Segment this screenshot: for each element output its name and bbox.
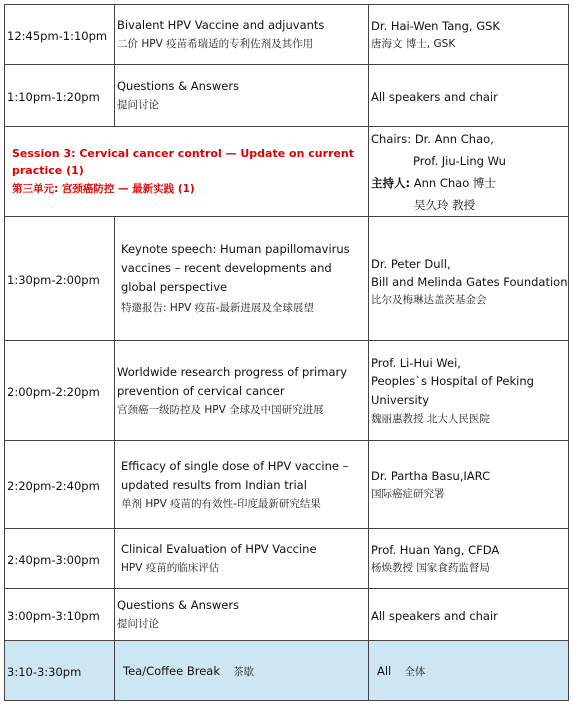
chair-2-zh: 吴久玲 教授 [414, 197, 476, 212]
session-title-zh: 第三单元: 宫颈癌防控 — 最新实践 (1) [12, 182, 195, 195]
table-row [5, 5, 569, 65]
topic-cell [115, 65, 369, 127]
speaker-cell [369, 589, 569, 641]
time-text: 1:30pm-2:00pm [7, 273, 100, 287]
topic-cell [115, 641, 369, 701]
table-row [5, 441, 569, 529]
speaker-en: Prof. Huan Yang, CFDA [371, 542, 500, 557]
speaker-en-1: Prof. Li-Hui Wei, [371, 355, 461, 370]
chair-1: Dr. Ann Chao, [414, 131, 494, 146]
session-row [5, 127, 569, 217]
speaker-zh: 比尔及梅琳达盖茨基金会 [371, 294, 487, 306]
speaker-en: All speakers and chair [371, 89, 498, 104]
speaker-en-2: Bill and Melinda Gates Foundation [371, 275, 568, 289]
speaker-zh: 全体 [404, 666, 426, 678]
topic-zh: 提问讨论 [117, 99, 159, 111]
time-text: 1:10pm-1:20pm [7, 90, 100, 104]
table-row [5, 217, 569, 341]
topic-cell [115, 529, 369, 589]
time-cell [5, 589, 115, 641]
speaker-zh: 魏丽惠教授 北大人民医院 [371, 412, 490, 425]
speaker-zh: 唐海文 博士, GSK [371, 37, 456, 50]
time-cell [5, 5, 115, 65]
topic-cell [115, 589, 369, 641]
speaker-zh: 杨焕教授 国家食药监督局 [371, 561, 490, 574]
time-cell [5, 441, 115, 529]
topic-en: Keynote speech: Human papillomavirus vaccines – recent developments and global perspective [121, 242, 350, 294]
time-cell [5, 217, 115, 341]
topic-cell [115, 217, 369, 341]
topic-en: Questions & Answers [117, 79, 240, 93]
time-cell [5, 341, 115, 441]
table-row [5, 65, 569, 127]
schedule-table [4, 4, 569, 701]
topic-cell [115, 341, 369, 441]
topic-en: Bivalent HPV Vaccine and adjuvants [117, 18, 325, 32]
chairs-cell [369, 127, 569, 217]
time-text: 2:00pm-2:20pm [7, 385, 100, 399]
topic-zh: 提问讨论 [117, 618, 159, 630]
topic-zh: 特邀报告: HPV 疫苗-最新进展及全球展望 [121, 302, 314, 314]
session-title-en: Session 3: Cervical cancer control — Update on current practice (1) [12, 146, 354, 177]
table-row [5, 589, 569, 641]
break-row [5, 641, 569, 701]
speaker-zh: 国际癌症研究署 [371, 487, 445, 500]
topic-zh: HPV 疫苗的临床评估 [121, 562, 220, 574]
topic-zh: 宫颈癌一级防控及 HPV 全球及中国研究进展 [117, 403, 324, 416]
time-cell [5, 529, 115, 589]
speaker-cell [369, 529, 569, 589]
time-text: 2:20pm-2:40pm [7, 479, 100, 493]
topic-en: Questions & Answers [117, 598, 240, 612]
speaker-cell [369, 5, 569, 65]
session-title-cell [5, 127, 369, 217]
speaker-en-2: Peoples`s Hospital of Peking University [371, 373, 534, 407]
time-text: 12:45pm-1:10pm [7, 29, 108, 43]
time-text: 3:00pm-3:10pm [7, 609, 100, 623]
time-text: 3:10-3:30pm [7, 665, 82, 679]
table-row [5, 529, 569, 589]
speaker-cell [369, 641, 569, 701]
topic-en: Tea/Coffee Break [123, 664, 221, 678]
topic-en: Efficacy of single dose of HPV vaccine – updated results from Indian trial [121, 458, 349, 492]
speaker-en-1: Dr. Peter Dull, [371, 257, 451, 271]
topic-en: Clinical Evaluation of HPV Vaccine [121, 542, 317, 556]
chair-2: Prof. Jiu-Ling Wu [413, 153, 506, 168]
speaker-cell [369, 341, 569, 441]
chairs-line-1 [371, 128, 566, 150]
time-text: 2:40pm-3:00pm [7, 553, 100, 567]
topic-zh: 茶歇 [233, 666, 255, 678]
topic-zh: 单剂 HPV 疫苗的有效性-印度最新研究结果 [121, 497, 321, 510]
speaker-en: All speakers and chair [371, 608, 498, 623]
speaker-en: All [377, 664, 392, 678]
table-row [5, 341, 569, 441]
speaker-cell [369, 441, 569, 529]
topic-cell [115, 441, 369, 529]
speaker-en: Dr. Partha Basu,IARC [371, 468, 491, 483]
topic-cell [115, 5, 369, 65]
topic-en: Worldwide research progress of primary prevention of cervical cancer [117, 364, 348, 398]
speaker-en: Dr. Hai-Wen Tang, GSK [371, 18, 500, 33]
chair-1-zh: Ann Chao 博士 [413, 175, 496, 190]
chairs-label-zh: 主持人: [371, 175, 411, 190]
speaker-cell [369, 217, 569, 341]
speaker-cell [369, 65, 569, 127]
chairs-label: Chairs: [371, 131, 412, 146]
chairs-line-zh [371, 172, 566, 194]
time-cell [5, 65, 115, 127]
time-cell [5, 641, 115, 701]
topic-zh: 二价 HPV 疫苗希瑞适的专利佐剂及其作用 [117, 38, 314, 50]
